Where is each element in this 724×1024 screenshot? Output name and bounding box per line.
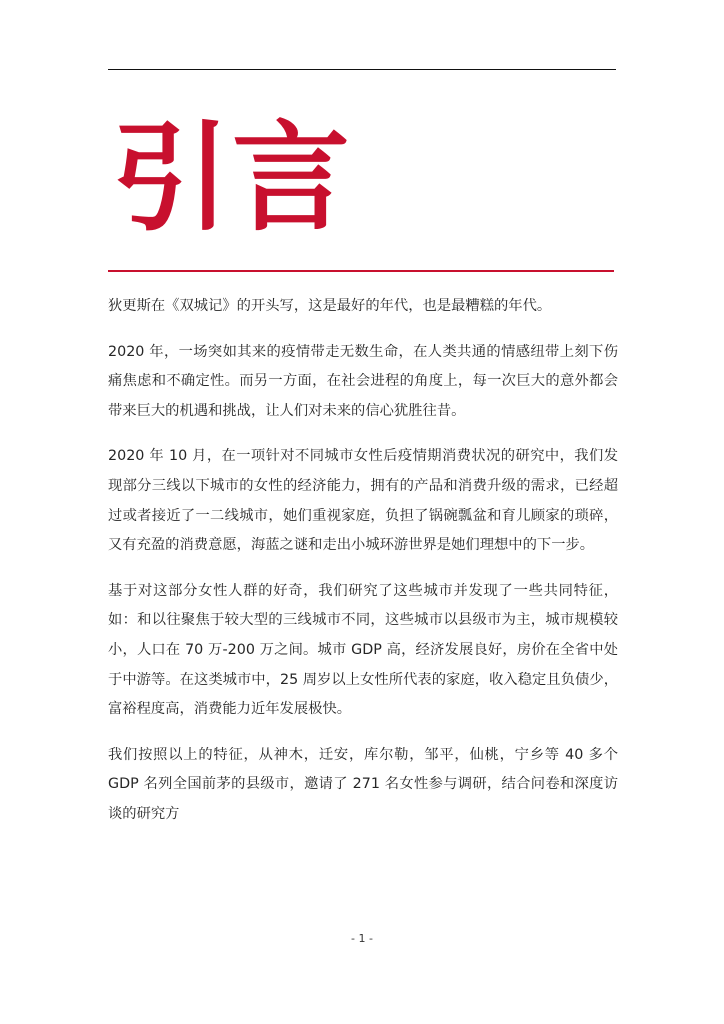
body-text bbox=[108, 292, 618, 846]
paragraph-1: 狄更斯在《双城记》的开头写，这是最好的年代，也是最糟糕的年代。 bbox=[108, 298, 552, 314]
page-title: 引言 bbox=[112, 109, 353, 247]
paragraph-3: 2020 年 10 月，在一项针对不同城市女性后疫情期消费状况的研究中，我们发现部分三线以下城市的女性的经济能力，拥有的产品和消费升级的需求，已经超过或者接近了一二线城市，她们重视家庭，负担了锅碗瓢盆和育儿顾家的琐碎，又有充盈的消费意愿，海蓝之谜和走出小城环游世界是她们理想中的下一步。 bbox=[108, 448, 618, 554]
top-rule bbox=[108, 69, 616, 70]
paragraph-5: 我们按照以上的特征，从神木，迁安，库尔勒，邹平，仙桃，宁乡等 40 多个 GDP 名列全国前茅的县级市，邀请了 271 名女性参与调研，结合问卷和深度访谈的研究方 bbox=[108, 746, 618, 822]
title-underline bbox=[108, 270, 614, 272]
page-number: - 1 - bbox=[351, 932, 373, 945]
paragraph-2: 2020 年，一场突如其来的疫情带走无数生命，在人类共通的情感纽带上刻下伤痛焦虑和不确定性。而另一方面，在社会进程的角度上，每一次巨大的意外都会带来巨大的机遇和挑战，让人们对未来的信心犹胜往昔。 bbox=[108, 343, 618, 419]
paragraph-4: 基于对这部分女性人群的好奇，我们研究了这些城市并发现了一些共同特征，如：和以往聚焦于较大型的三线城市不同，这些城市以县级市为主，城市规模较小，人口在 70 万-200 万之间。城市 GDP 高，经济发展良好，房价在全省中处于中游等。在这类城市中，25 周岁以上女性所代表的家庭，收入稳定且负债少，富裕程度高，消费能力近年发展极快。 bbox=[108, 582, 618, 718]
